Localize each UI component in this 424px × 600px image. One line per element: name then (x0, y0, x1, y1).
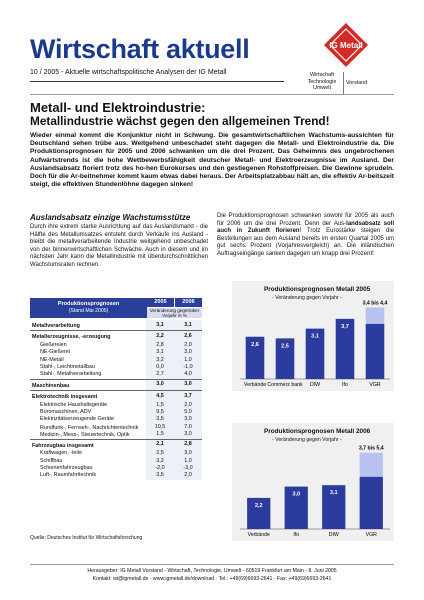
masthead-title: Wirtschaft aktuell (30, 34, 250, 64)
table-row (30, 458, 202, 465)
value-2005: 3,2 (146, 458, 174, 465)
row-label: Rundfunk-, Fernseh-, Nachrichtentechnik (40, 424, 139, 431)
table-year-2006: 2006 (175, 298, 202, 307)
table-row (30, 424, 202, 431)
table-row (30, 402, 202, 409)
chart-2006 (232, 423, 394, 541)
value-2005: 9,5 (146, 409, 174, 416)
chart-bar (360, 477, 383, 529)
value-2005: 3,2 (146, 357, 174, 364)
value-2005: 4,5 (146, 391, 174, 402)
table-header-title (30, 298, 147, 318)
value-2006: 3,1 (174, 320, 202, 331)
value-2005: 2,1 (146, 439, 174, 450)
row-label: Elektrische Haushaltsgeräte (40, 401, 108, 408)
value-2006: 4,0 (174, 371, 202, 379)
chart-2006-plot (232, 423, 394, 541)
row-label: Kraftwagen, -teile (40, 450, 82, 457)
table-row (30, 379, 202, 390)
chart-value-label: 2,2 (254, 502, 263, 509)
forecast-table (30, 320, 202, 480)
table-row (30, 391, 202, 402)
row-label: Stahl-, Metallverarbeitung (40, 371, 102, 378)
row-label: Metallverarbeitung (32, 323, 80, 329)
value-2006: -3,0 (174, 465, 202, 472)
table-stand: (Stand Mai 2005) (68, 308, 109, 314)
vorstand-label: Vorstand (346, 80, 368, 86)
chart-value-label: 2,6 (251, 341, 259, 348)
chart-title: Produktionsprognosen Metall 2005 (264, 286, 371, 293)
value-2006: 3,7 (174, 391, 202, 402)
department-block (302, 72, 342, 92)
value-2006: 1,0 (174, 357, 202, 364)
row-label: Büromaschinen, ADV (40, 409, 92, 416)
table-row (30, 409, 202, 416)
chart-category-label: DIW (328, 532, 339, 538)
table-row (30, 431, 202, 439)
row-label: Elektrotechnik insgesamt (30, 391, 146, 402)
header-rule (30, 81, 284, 82)
row-label: Maschinenbau (30, 379, 146, 390)
table-title: Produktionsprognosen (57, 301, 120, 307)
chart-category-label: VGR (365, 532, 377, 538)
footer-publisher: Herausgeber: IG Metall Vorstand - Wirtschaft, Technologie, Umwelt - 60519 Frankfurt am Main - 8. Juni 2005 (87, 568, 337, 574)
row-label: Luft-, Raumfahrttechnik (40, 472, 97, 479)
row-label: Elektrizitätserzeugende Geräte (40, 416, 115, 423)
table-row (30, 349, 202, 356)
row-label: Medizin-, Mess-, Steuertechnik, Optik (40, 431, 130, 438)
right-text-bold: landsabsatz soll auch in Zukunft florieren (217, 220, 394, 235)
chart-value-label: 3,0 (292, 491, 301, 498)
row-label: NE-Metall (40, 356, 64, 363)
value-2005: -2,0 (146, 465, 174, 472)
value-2006: -1,0 (174, 364, 202, 371)
row-label: Fahrzeugbau insgesamt (30, 439, 146, 450)
table-row (30, 320, 202, 331)
value-2006: 2,0 (174, 472, 202, 479)
row-label: Stahl-, Leichtmetallbau (40, 364, 95, 371)
value-2005: 2,2 (146, 331, 174, 342)
table-row (30, 357, 202, 364)
value-2005: 2,8 (146, 342, 174, 349)
value-2006: 5,0 (174, 409, 202, 416)
row-label: Gießereien (40, 341, 67, 348)
table-change-note: Veränderung gegenüber Vorjahr in % (147, 308, 202, 318)
dept-line: Technologie (307, 78, 337, 85)
dept-divider (343, 72, 344, 94)
right-text-b: ! Trotz Eurostärke steigen die Bestellungen aus dem Ausland bereits im ersten Quartal 2005 um gut sechs Prozent (Vorjahresvergleich) an. Die inländischen Auftragseingänge sanken dagegen um knapp drei Prozent! (217, 228, 394, 257)
article-headline: Metall- und Elektroindustrie: (30, 100, 206, 115)
chart-category-label: Commerz bank (267, 382, 303, 388)
value-2005: 3,1 (146, 320, 174, 331)
chart-subtitle: - Veränderung gegen Vorjahr - (272, 295, 342, 301)
chart-value-label: 2,5 (281, 343, 289, 350)
chart-category-label: VGR (369, 382, 381, 388)
chart-2005 (232, 281, 394, 391)
row-label: Metallerzeugnisse, -erzeugung (30, 331, 146, 342)
chart-value-label: 3,1 (311, 333, 319, 340)
table-row (30, 416, 202, 423)
row-label: Schienenfahrzeugbau (40, 464, 93, 471)
ig-metall-logo-icon (323, 22, 369, 68)
issue-subtitle: 10 / 2005 - Aktuelle wirtschaftspolitische Analysen der IG Metall (30, 69, 227, 76)
value-2005: 3,0 (146, 379, 174, 390)
article-subheadline: Metallindustrie wächst gegen den allgemeinen Trend! (30, 114, 330, 128)
right-column-text (217, 213, 394, 259)
left-column-text: Durch ihre extrem starke Ausrichtung auf das Auslandsmarkt - die Hälfte des Metallumsatzes entsteht durch Verkäufe ins Ausland - bleibt die metallverarbeitende Industrie weitgehend unbeschadet von der binnenwirtschaftlichen Schwäche. Auch in diesem und im nächsten Jahr kann die Metallindustrie mit überdurchschnittlichen Wachstumsraten rechnen. (30, 224, 208, 268)
intro-paragraph: Wieder einmal kommt die Konjunktur nicht in Schwung. Die gesamtwirtschaftlichen Wachstums-aussichten für Deutschland sehen trübe aus. Weitgehend unbeschadet steht dagegen die Metall- und Elektroindustrie da. Die Produktionsprognosen für 2005 und 2006 schwanken um die drei Prozent. Das Geheimnis des ungebrochenen Aufwärtstrends ist die hohe Wettbewerbsfähigkeit deutscher Metall- und Elektroerzeugnisse im Ausland. Der Auslandsabsatz floriert trotz des ho-hen Eurokurses und den gestiegenen Rohstoffpreisen. Die Gewinne sprudeln. Doch für die Ar-beitnehmer kommt kaum etwas dabei heraus. Der Arbeitsplatzabbau hält an, die effektiv Ar-beitszeit steigt, die effektiven Stundenlöhne dagegen sinken! (30, 132, 394, 189)
table-row (30, 342, 202, 349)
dept-line: Umwelt (313, 85, 331, 92)
table-row (30, 371, 202, 379)
value-2006: 2,6 (174, 331, 202, 342)
footer-rule (30, 564, 394, 565)
row-label: NE-Gießerei (40, 349, 70, 356)
table-row (30, 364, 202, 371)
chart-category-label: Verbände (243, 382, 267, 388)
logo-text: IG Metall (329, 41, 363, 50)
chart-range-bar (366, 308, 385, 324)
value-2005: 2,5 (146, 450, 174, 457)
value-2005: 2,7 (146, 371, 174, 379)
table-row (30, 331, 202, 342)
table-year-2005: 2005 (147, 298, 174, 307)
table-row (30, 472, 202, 479)
value-2006: 3,0 (174, 450, 202, 457)
value-2006: 2,0 (174, 342, 202, 349)
value-2006: 7,0 (174, 424, 202, 431)
table-row (30, 439, 202, 450)
value-2006: 3,0 (174, 416, 202, 423)
value-2006: 1,0 (174, 458, 202, 465)
section-title: Auslandsabsatz einzige Wachstumsstütze (30, 213, 191, 222)
chart-category-label: Ifo (293, 532, 300, 538)
value-2005: 3,5 (146, 472, 174, 479)
chart-range-label: 3,7 bis 5,4 (358, 445, 384, 452)
chart-category-label: DIW (309, 382, 321, 388)
value-2005: 10,5 (146, 424, 174, 431)
table-row (30, 450, 202, 457)
value-2006: 3,0 (174, 431, 202, 439)
table-source: Quelle: Deutsches Institut für Wirtschaftsforschung (30, 535, 143, 541)
value-2005: 1,5 (146, 402, 174, 409)
chart-category-label: Ifo (342, 382, 348, 388)
chart-category-label: Verbände (247, 532, 270, 538)
table-row (30, 465, 202, 472)
value-2006: 3,0 (174, 379, 202, 390)
chart-subtitle: - Veränderung gegen Vorjahr - (272, 437, 342, 443)
chart-value-label: 3,1 (329, 490, 338, 497)
chart-title: Produktionsprognosen Metall 2006 (264, 428, 371, 435)
value-2006: 2,8 (174, 439, 202, 450)
value-2005: 1,5 (146, 431, 174, 439)
dept-line: Wirtschaft (310, 72, 334, 78)
footer-contact: Kontakt: wi@igmetall.de · www.igmetall.de/download · Tel.: +49(69)6693-2641 · Fax: +49(69)6693-2641 (92, 576, 332, 582)
value-2006: 3,0 (174, 349, 202, 356)
chart-2005-plot (232, 281, 394, 391)
header-bottom-rule (30, 94, 394, 95)
right-text-a: Die Produktionsprognosen schwanken sowohl für 2005 als auch für 2006 um die drei Prozent. Denn der Aus- (217, 213, 394, 227)
chart-range-bar (360, 453, 383, 477)
value-2005: 3,5 (146, 416, 174, 423)
chart-bar (366, 324, 385, 379)
value-2006: 2,0 (174, 402, 202, 409)
chart-range-label: 3,4 bis 4,4 (362, 300, 388, 307)
value-2005: 0,0 (146, 364, 174, 371)
chart-value-label: 3,7 (341, 323, 349, 330)
value-2005: 3,1 (146, 349, 174, 356)
row-label: Schiffbau (40, 457, 63, 464)
